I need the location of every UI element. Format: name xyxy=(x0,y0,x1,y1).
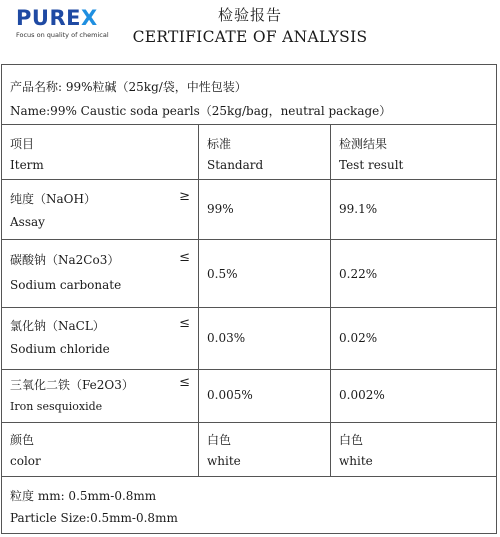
result-cell xyxy=(331,180,496,239)
standard-cell xyxy=(199,370,331,422)
item-name-en: Sodium chloride xyxy=(10,342,110,356)
product-name-cn: 产品名称: 99%粒碱（25kg/袋，中性包装） xyxy=(10,80,247,94)
table-row xyxy=(2,180,496,240)
comparison-operator: ≤ xyxy=(179,316,190,331)
standard-value: 0.03% xyxy=(207,331,246,345)
comparison-operator: ≤ xyxy=(179,375,190,390)
header-item-cn: 项目 xyxy=(10,137,35,151)
standard-cell xyxy=(199,180,331,239)
header-item-cell xyxy=(2,125,199,179)
table-row xyxy=(2,240,496,308)
result-value: 0.22% xyxy=(339,267,378,281)
result-cell xyxy=(331,240,496,307)
item-name-cn: 氯化钠（NaCL） xyxy=(10,319,105,333)
table-row xyxy=(2,423,496,477)
result-value-en: white xyxy=(339,454,373,468)
header-result-cell xyxy=(331,125,496,179)
header-standard-cell xyxy=(199,125,331,179)
item-name-en: color xyxy=(10,454,41,468)
result-value-cn: 白色 xyxy=(339,433,364,447)
product-row xyxy=(2,65,496,125)
item-cell xyxy=(2,370,199,422)
standard-cell xyxy=(199,423,331,476)
product-name-en: Name:99% Caustic soda pearls（25kg/bag，neutral package） xyxy=(10,104,392,118)
particle-size-row xyxy=(2,477,496,533)
standard-value-cn: 白色 xyxy=(207,433,232,447)
comparison-operator: ≤ xyxy=(179,250,190,265)
item-name-en: Assay xyxy=(10,215,45,229)
standard-value: 99% xyxy=(207,202,234,216)
header-result-cn: 检测结果 xyxy=(339,137,388,151)
result-value: 99.1% xyxy=(339,202,378,216)
logo-wordmark-x: X xyxy=(80,6,98,30)
standard-value: 0.5% xyxy=(207,267,238,281)
table-row xyxy=(2,308,496,370)
item-name-cn: 纯度（NaOH） xyxy=(10,192,96,206)
result-cell xyxy=(331,423,496,476)
particle-size-cn: 粒度 mm: 0.5mm-0.8mm xyxy=(10,489,157,503)
standard-value: 0.005% xyxy=(207,388,253,402)
standard-value-en: white xyxy=(207,454,241,468)
item-name-en: Iron sesquioxide xyxy=(10,400,103,413)
item-cell xyxy=(2,423,199,476)
item-name-cn: 碳酸钠（Na2Co3） xyxy=(10,253,120,267)
item-cell xyxy=(2,180,199,239)
analysis-table xyxy=(1,64,497,534)
item-name-cn: 颜色 xyxy=(10,433,35,447)
header-item-en: Iterm xyxy=(10,158,44,172)
header-result-en: Test result xyxy=(339,158,404,172)
result-cell xyxy=(331,370,496,422)
item-cell xyxy=(2,308,199,369)
header-standard-en: Standard xyxy=(207,158,264,172)
title-english: CERTIFICATE OF ANALYSIS xyxy=(132,28,368,46)
standard-cell xyxy=(199,308,331,369)
column-header-row xyxy=(2,125,496,180)
table-row xyxy=(2,370,496,423)
document-header xyxy=(0,0,500,64)
result-value: 0.002% xyxy=(339,388,385,402)
result-value: 0.02% xyxy=(339,331,378,345)
standard-cell xyxy=(199,240,331,307)
item-name-en: Sodium carbonate xyxy=(10,278,122,292)
particle-size-en: Particle Size:0.5mm-0.8mm xyxy=(10,511,178,525)
logo-wordmark-main: PURE xyxy=(16,6,81,30)
item-cell xyxy=(2,240,199,307)
item-name-cn: 三氧化二铁（Fe2O3） xyxy=(10,378,134,392)
header-standard-cn: 标准 xyxy=(207,137,232,151)
result-cell xyxy=(331,308,496,369)
title-chinese: 检验报告 xyxy=(217,6,282,24)
comparison-operator: ≥ xyxy=(179,189,190,204)
logo-tagline: Focus on quality of chemical xyxy=(16,31,109,39)
